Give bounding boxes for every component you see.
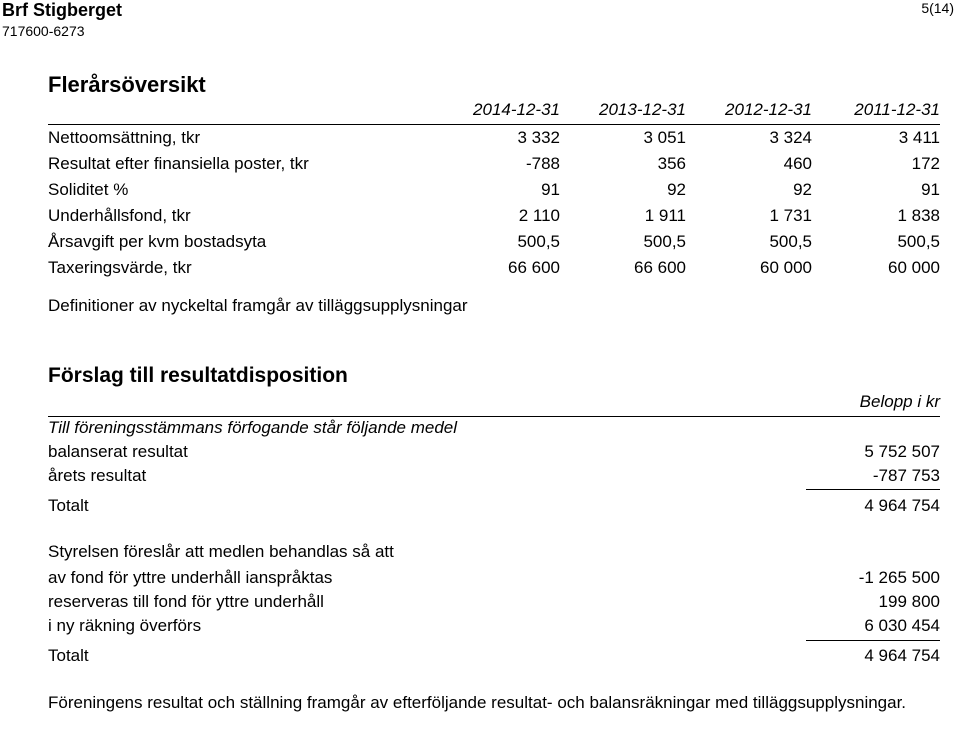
- cell: 356: [657, 154, 686, 173]
- cell: 66 600: [634, 258, 686, 277]
- row-amount: -787 753: [872, 466, 940, 485]
- cell: -788: [525, 154, 560, 173]
- cell: 3 332: [517, 128, 560, 147]
- row-amount: -1 265 500: [858, 568, 940, 587]
- table-row: [48, 128, 940, 152]
- cell: 500,5: [897, 232, 940, 251]
- amount-header: Belopp i kr: [859, 392, 940, 411]
- row-label: Soliditet %: [48, 180, 129, 199]
- total-amount: 4 964 754: [864, 496, 940, 515]
- sum-line: [806, 640, 940, 641]
- proposal-row: [48, 616, 940, 640]
- row-label: i ny räkning överförs: [48, 616, 202, 635]
- total-label: Totalt: [48, 496, 89, 515]
- header-rule: [48, 124, 940, 125]
- row-amount: 5 752 507: [864, 442, 940, 461]
- cell: 2 110: [518, 206, 560, 225]
- cell: 1 911: [644, 206, 686, 225]
- cell: 1 838: [897, 206, 940, 225]
- total-row: [48, 646, 940, 670]
- table-row: [48, 258, 940, 282]
- cell: 60 000: [888, 258, 940, 277]
- disposition-rule: [48, 416, 940, 417]
- cell: 92: [793, 180, 812, 199]
- cell: 66 600: [508, 258, 560, 277]
- multi-year-title: Flerårsöversikt: [48, 72, 206, 97]
- table-row: [48, 232, 940, 256]
- total-label: Totalt: [48, 646, 89, 665]
- proposal-intro-text: Styrelsen föreslår att medlen behandlas så att: [48, 542, 394, 561]
- disposition-title: Förslag till resultatdisposition: [48, 364, 348, 387]
- year-col-1: 2014-12-31: [473, 100, 560, 119]
- cell: 91: [541, 180, 560, 199]
- disposition-row: [48, 442, 940, 466]
- year-header-row: [48, 100, 940, 124]
- proposal-row: [48, 568, 940, 592]
- cell: 3 324: [769, 128, 812, 147]
- row-label: reserveras till fond för yttre underhåll: [48, 592, 324, 611]
- row-label: Årsavgift per kvm bostadsyta: [48, 232, 267, 251]
- total-row: [48, 496, 940, 520]
- total-amount: 4 964 754: [864, 646, 940, 665]
- row-label: av fond för yttre underhåll ianspråktas: [48, 568, 333, 587]
- table-row: [48, 180, 940, 204]
- year-col-2: 2013-12-31: [599, 100, 686, 119]
- row-label: balanserat resultat: [48, 442, 188, 461]
- cell: 500,5: [517, 232, 560, 251]
- proposal-intro: [48, 542, 940, 566]
- cell: 60 000: [760, 258, 812, 277]
- proposal-row: [48, 592, 940, 616]
- disposition-row: [48, 466, 940, 490]
- row-amount: 199 800: [878, 592, 940, 611]
- intro-text: Till föreningsstämmans förfogande står följande medel: [48, 418, 458, 437]
- org-name: Brf Stigberget: [2, 0, 123, 20]
- cell: 460: [783, 154, 812, 173]
- sum-line: [806, 489, 940, 490]
- table-row: [48, 206, 940, 230]
- row-label: Taxeringsvärde, tkr: [48, 258, 192, 277]
- cell: 500,5: [769, 232, 812, 251]
- cell: 500,5: [643, 232, 686, 251]
- definitions-note: Definitioner av nyckeltal framgår av tilläggsupplysningar: [48, 296, 468, 315]
- row-label: Nettoomsättning, tkr: [48, 128, 201, 147]
- year-col-3: 2012-12-31: [725, 100, 812, 119]
- cell: 91: [921, 180, 940, 199]
- page-number: 5(14): [921, 0, 954, 16]
- org-number: 717600-6273: [2, 23, 85, 39]
- row-label: Underhållsfond, tkr: [48, 206, 191, 225]
- cell: 3 051: [643, 128, 686, 147]
- cell: 92: [667, 180, 686, 199]
- cell: 3 411: [898, 128, 940, 147]
- cell: 172: [911, 154, 940, 173]
- footer-note: Föreningens resultat och ställning framgår av efterföljande resultat- och balansräkningar med tilläggsupplysningar.: [48, 693, 907, 712]
- disposition-intro: [48, 418, 940, 442]
- year-col-4: 2011-12-31: [854, 100, 940, 119]
- cell: 1 731: [769, 206, 812, 225]
- row-label: årets resultat: [48, 466, 147, 485]
- table-row: [48, 154, 940, 178]
- row-amount: 6 030 454: [864, 616, 940, 635]
- row-label: Resultat efter finansiella poster, tkr: [48, 154, 309, 173]
